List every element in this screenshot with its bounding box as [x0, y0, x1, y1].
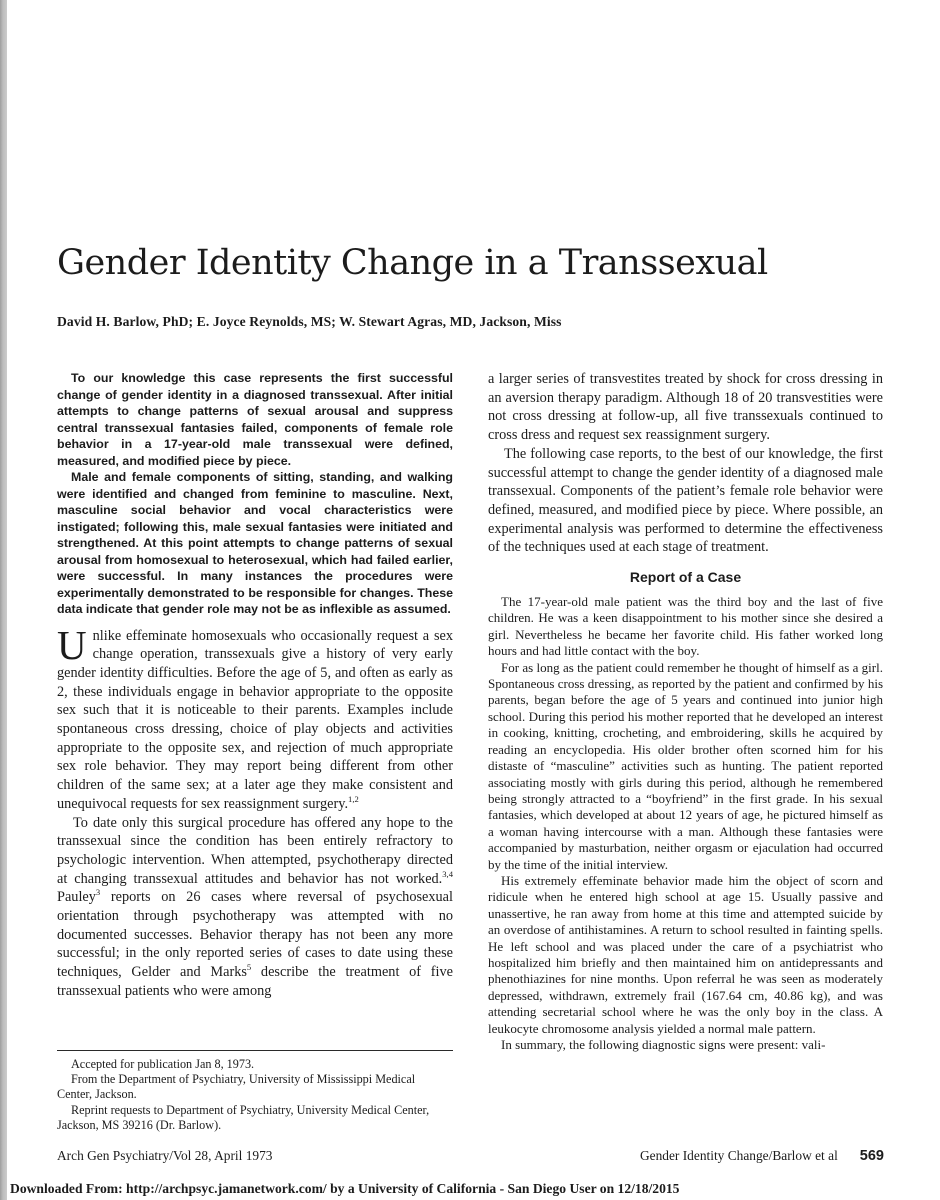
case-paragraph-2: For as long as the patient could remember he thought of himself as a girl. Spontaneous cross dressing, as reported by the patient and confirmed by his parents, began before the age of 5 years and continued into junior high school. During this period his mother reported that he developed an interest in cooking, knitting, crocheting, and embroidering, skills he acquired by reading an encyclopedia. His older brother often scorned him for his distaste of “masculine” activities such as hunting. The patient reported associating mostly with girls during this period, although he remembered being strongly attracted to a “boyfriend” in the first grade. In his sexual fantasies, which developed at about 12 years of age, he pictured himself as a woman having intercourse with a man. Although these fantasies were accompanied by masturbation, neither orgasm or ejaculation had occurred by the time of the initial interview. [488, 659, 883, 872]
left-column [57, 370, 453, 1001]
abstract-paragraph-1: To our knowledge this case represents the first successful change of gender identity in a diagnosed transsexual. After initial attempts to change patterns of sexual arousal and suppress central transsexual fantasies failed, components of female role behavior in a 17-year-old male transsexual were defined, measured, and modified piece by piece. [57, 371, 453, 468]
intro-paragraph-1-text: nlike effeminate homosexuals who occasionally request a sex change operation, transsexuals give a history of very early gender identity difficulties. Before the age of 5, and often as early as 2, these individuals engage in behavior appropriate to the opposite sex such that it is noticeable to their parents. Examples include spontaneous cross dressing, choice of play objects and activities appropriate to the opposite sex, and rejection of much appropriate sex role behavior. They may report being different from other children of the same sex; at a later age they make consistent and unequivocal requests for sex reassignment surgery.$^{1,2}$ [57, 627, 453, 812]
footnote-rule [57, 1050, 453, 1051]
footer-running-head: Gender Identity Change/Barlow et al [639, 1148, 838, 1163]
footer-right-group [640, 1148, 884, 1164]
case-paragraph-4: In summary, the following diagnostic signs were present: vali- [501, 1037, 826, 1052]
page-footer [57, 1148, 884, 1164]
case-report-section [488, 594, 883, 1053]
author-footnote [57, 1050, 453, 1133]
introduction-continued [488, 370, 883, 557]
right-column [488, 370, 883, 1053]
article-byline: David H. Barlow, PhD; E. Joyce Reynolds, MS; W. Stewart Agras, MD, Jackson, Miss [57, 314, 562, 329]
continuation-paragraph-2: The following case reports, to the best of our knowledge, the first successful attempt to change the gender identity of a diagnosed male transsexual. Components of the patient’s female role behavior were defined, measured, and modified piece by piece. Where possible, an experimental analysis was performed to determine the effectiveness of the techniques used at each stage of treatment. [488, 445, 883, 556]
page-edge-shadow [0, 0, 7, 1200]
drop-cap: U [57, 621, 87, 668]
continuation-paragraph-1: a larger series of transvestites treated by shock for cross dressing in an aversion therapy paradigm. Although 18 of 20 transvestities were not cross dressing at follow-up, all five transsexuals continued to cross dress and request sex reassignment surgery. [488, 371, 883, 444]
intro-paragraph-2: To date only this surgical procedure has offered any hope to the transsexual since the condition has been entirely refractory to psychologic intervention. When attempted, psychotherapy directed at changing transsexual attitudes and behavior has not worked.$^{3,4}$ Pauley$^3$ reports on 26 cases where reversal of psychosexual orientation through psychotherapy was attempted with no documented successes. Behavior therapy has not been any more successful; in the only reported series of cases to date using these techniques, Gelder and Marks$^5$ describe the treatment of five transsexual patients who were among [57, 814, 453, 999]
footer-page-number: 569 [859, 1148, 884, 1164]
footnote-accepted: Accepted for publication Jan 8, 1973. [71, 1057, 255, 1071]
introduction-section [57, 621, 453, 1001]
abstract-paragraph-2: Male and female components of sitting, standing, and walking were identified and changed from feminine to masculine. Next, masculine social behavior and vocal characteristics were instigated; following this, male sexual fantasies were initiated and strengthened. At this point attempts to change patterns of sexual arousal from homosexual to heterosexual, which had failed earlier, were successful. In many instances the procedures were experimentally demonstrated to be responsible for changes. These data indicate that gender role may not be as inflexible as assumed. [57, 470, 453, 616]
footnote-reprints: Reprint requests to Department of Psychiatry, University Medical Center, Jackson, MS 39216 (Dr. Barlow). [57, 1102, 430, 1132]
case-paragraph-3: His extremely effeminate behavior made him the object of scorn and ridicule when he entered high school at age 15. Usually passive and unassertive, he ran away from home at this time and attempted suicide by an overdose of antihistamines. A return to school resulted in fainting spells. He left school and was placed under the care of a psychiatrist who hospitalized him briefly and then maintained him on antidepressants and phenothiazines for nine months. Upon referral he was seen as moderately depressed, withdrawn, extremely frail (167.64 cm, 40.86 kg), and was attending secretarial school where he was the only boy in the class. A leukocyte chromosome analysis yielded a normal male pattern. [488, 872, 883, 1036]
download-notice: Downloaded From: http://archpsyc.jamanetwork.com/ by a University of California - San Diego User on 12/18/2015 [10, 1181, 680, 1196]
abstract [57, 370, 453, 618]
footnote-affiliation: From the Department of Psychiatry, University of Mississippi Medical Center, Jackson. [57, 1072, 416, 1102]
footer-journal-line: Arch Gen Psychiatry/Vol 28, April 1973 [57, 1148, 273, 1163]
section-heading-report-of-a-case: Report of a Case [629, 569, 742, 586]
article-title: Gender Identity Change in a Transsexual [57, 243, 768, 283]
case-paragraph-1: The 17-year-old male patient was the third boy and the last of five children. He was a keen disappointment to his mother since she desired a girl. Nevertheless he became her favorite child. His father worked long hours and had little contact with the boy. [488, 594, 883, 659]
intro-paragraph-1 [57, 621, 453, 814]
